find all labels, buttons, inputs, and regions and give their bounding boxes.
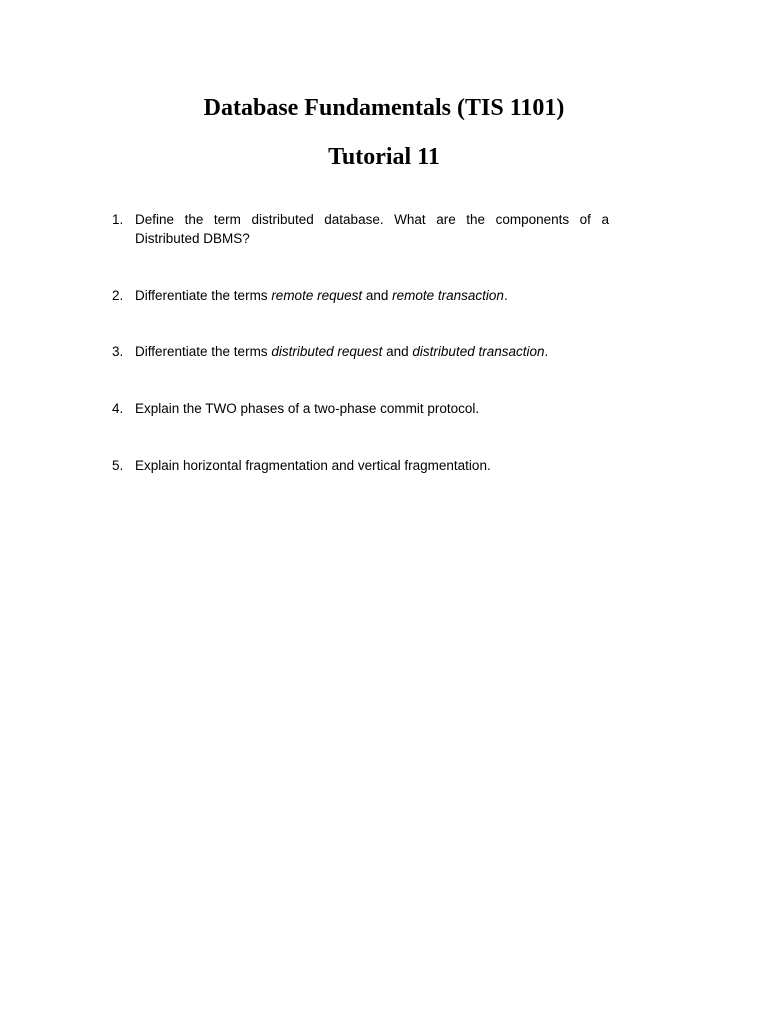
question-term: remote request bbox=[271, 288, 363, 303]
question-number: 2. bbox=[112, 288, 124, 303]
question-text bbox=[135, 286, 609, 305]
question-text: Explain horizontal fragmentation and vertical fragmentation. bbox=[135, 458, 491, 473]
document-title: Database Fundamentals (TIS 1101) bbox=[203, 95, 565, 121]
question-number: 1. bbox=[112, 212, 124, 227]
question-number: 5. bbox=[112, 458, 124, 473]
question-term: remote transaction bbox=[392, 288, 504, 303]
question-text: Explain the TWO phases of a two-phase commit protocol. bbox=[135, 401, 480, 416]
question-number: 3. bbox=[112, 344, 124, 359]
question-term: distributed request bbox=[271, 344, 383, 359]
question-text bbox=[135, 342, 609, 361]
question-prefix: Differentiate the terms bbox=[135, 288, 272, 303]
document-subtitle: Tutorial 11 bbox=[328, 144, 440, 170]
question-joiner: and bbox=[382, 344, 413, 359]
question-joiner: and bbox=[362, 288, 393, 303]
question-suffix: . bbox=[503, 288, 508, 303]
question-number: 4. bbox=[112, 401, 124, 416]
question-text: Define the term distributed database. What are the components of a Distributed DBMS? bbox=[135, 212, 609, 246]
question-term: distributed transaction bbox=[412, 344, 545, 359]
question-suffix: . bbox=[544, 344, 549, 359]
question-prefix: Differentiate the terms bbox=[135, 344, 272, 359]
